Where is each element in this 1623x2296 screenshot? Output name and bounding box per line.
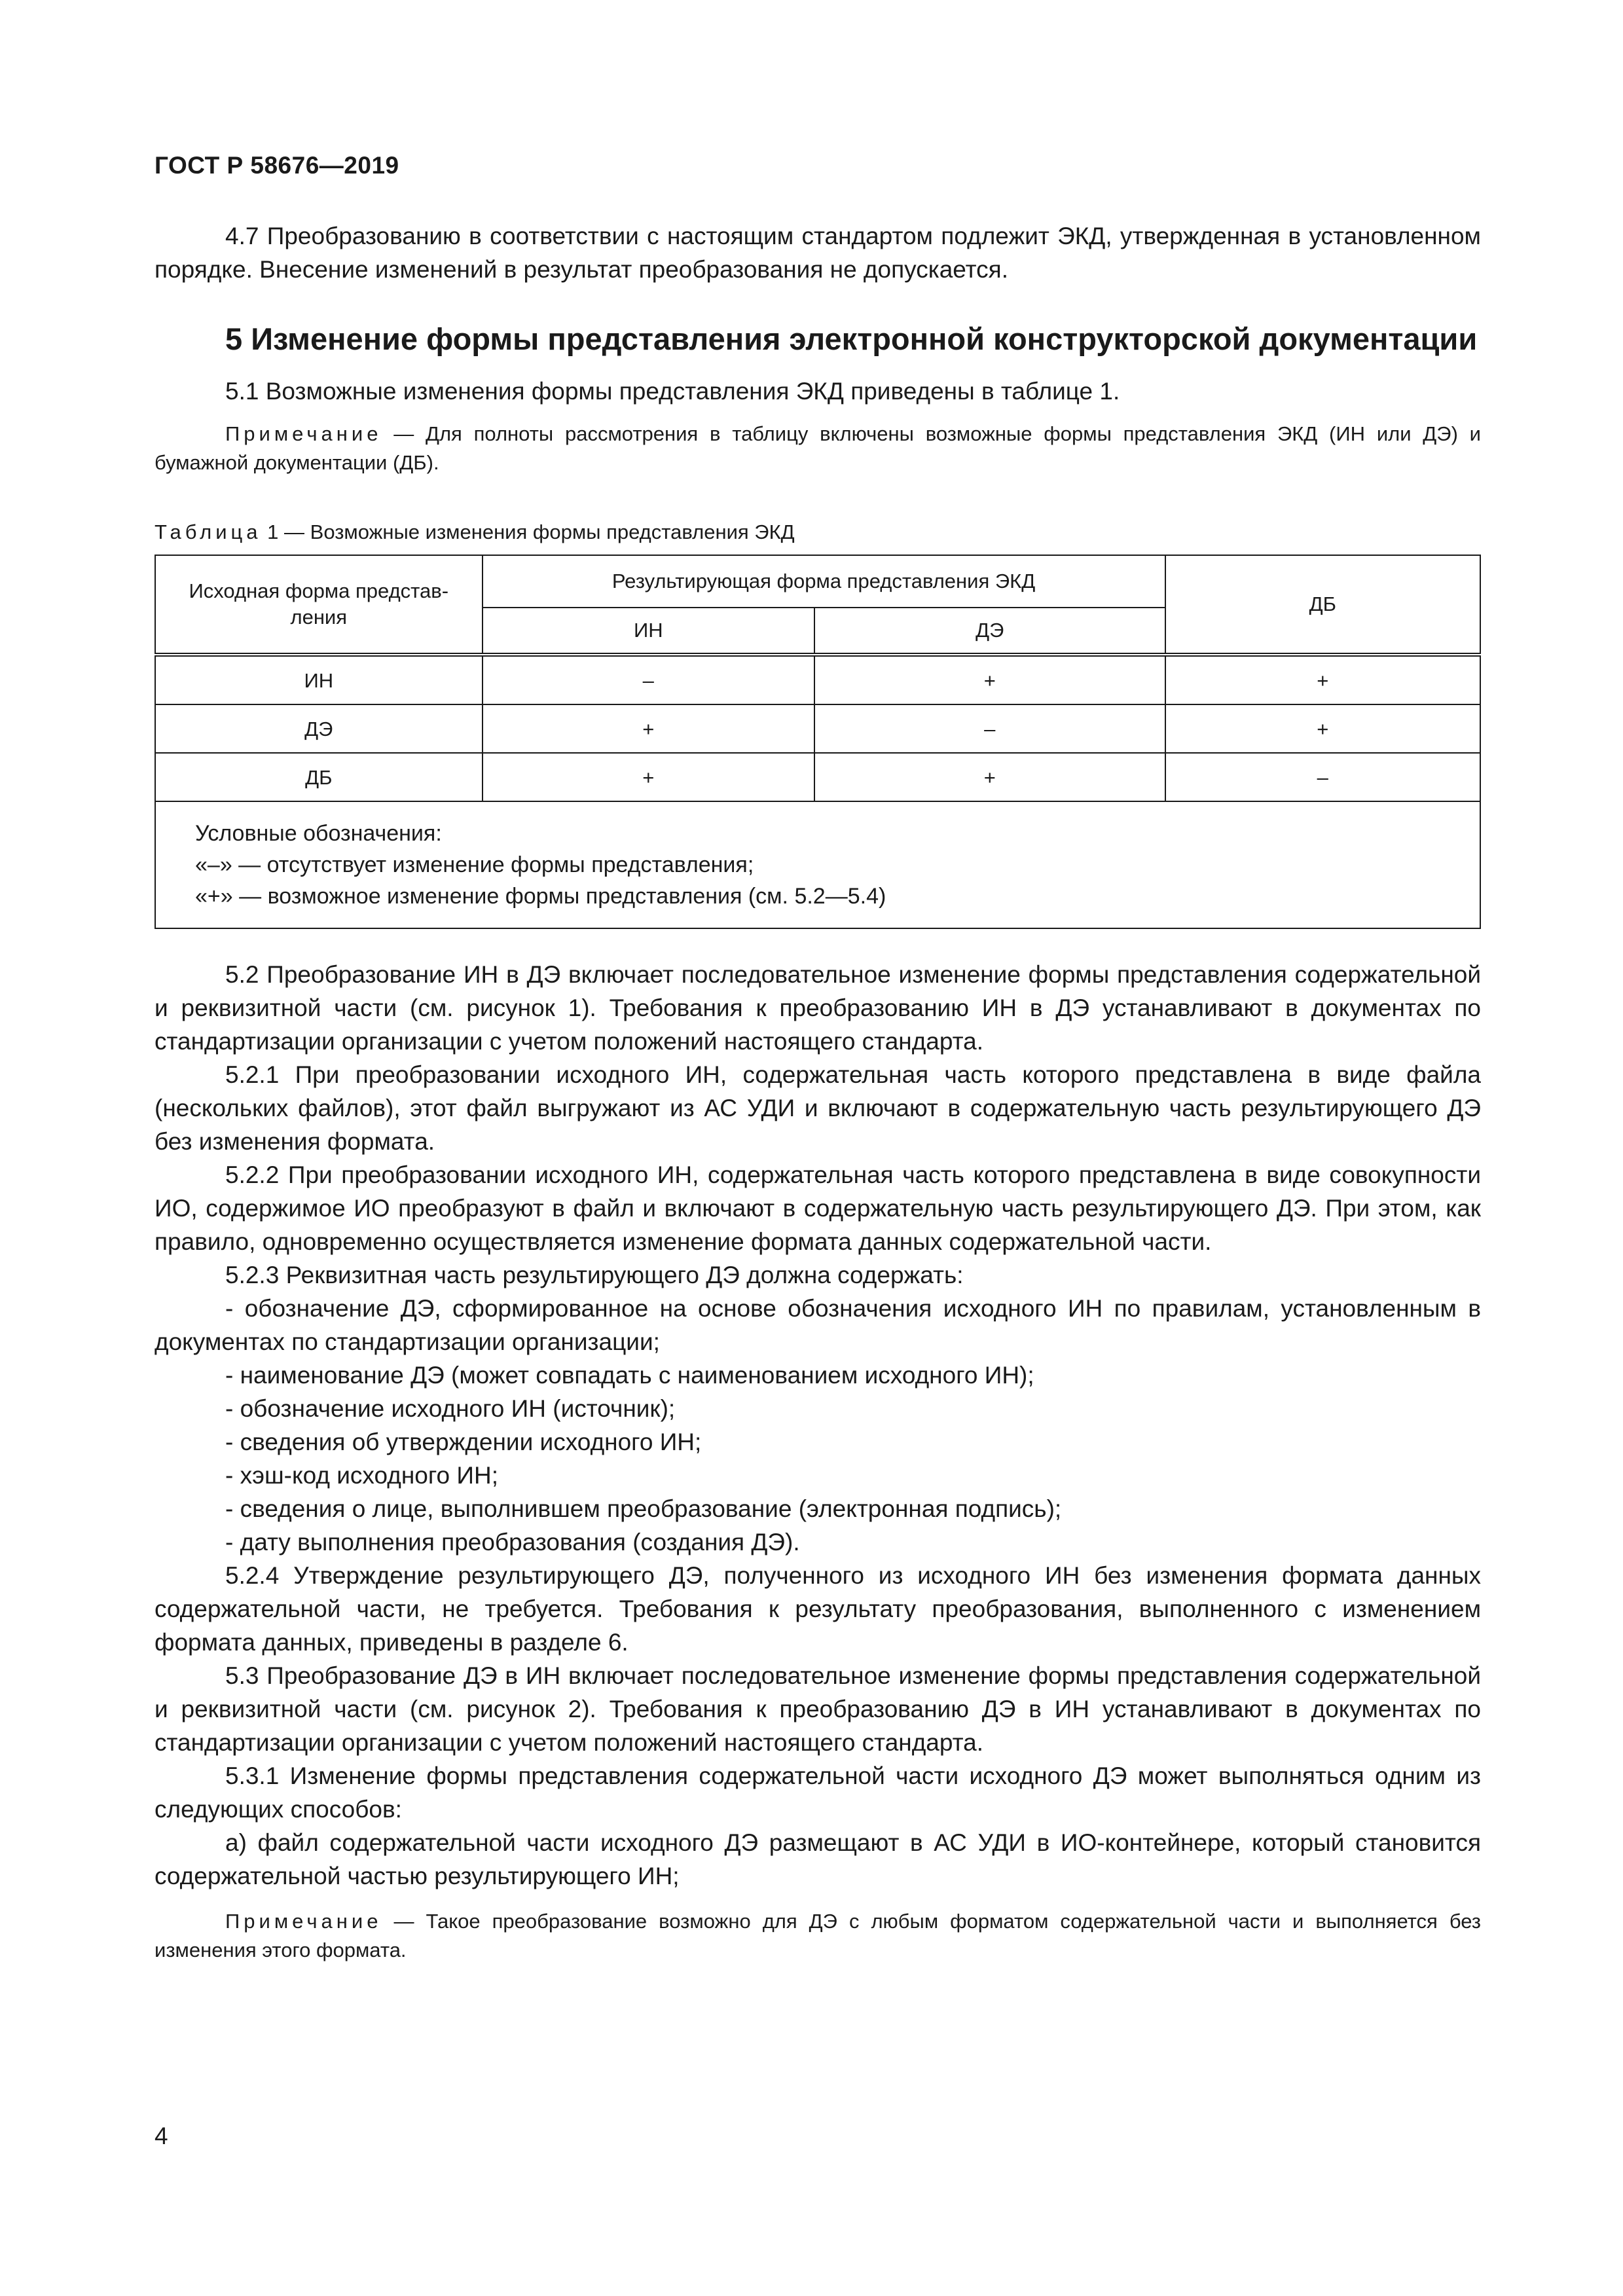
row-source: ИН: [155, 655, 483, 704]
paragraph-5-3-1-a: а) файл содержательной части исходного ДЭ размещают в АС УДИ в ИО-контейнере, который становится содержательной частью результирующего ИН;: [155, 1829, 1481, 1889]
note-2: [155, 1907, 1481, 1965]
paragraph-5-2-4: 5.2.4 Утверждение результирующего ДЭ, полученного из исходного ИН без изменения формата данных содержательной части, не требуется. Требования к результату преобразования, выполненного с изменением формата данных, приведены в разделе 6.: [155, 1562, 1481, 1656]
section-5-title: 5 Изменение формы представления электронной конструкторской документации: [225, 321, 1478, 356]
cell-db: +: [1165, 704, 1480, 753]
note-2-text: — Такое преобразование возможно для ДЭ с любым форматом содержательной части и выполняется без изменения этого формата.: [155, 1910, 1481, 1961]
table-1-caption-text: 1 — Возможные изменения формы представления ЭКД: [261, 520, 795, 543]
paragraph-5-1: 5.1 Возможные изменения формы представления ЭКД приведены в таблице 1.: [225, 378, 1120, 405]
note-1-label: Примечание: [225, 422, 382, 445]
header-source-form: Исходная форма представ-ления: [155, 555, 483, 655]
table-row: [155, 753, 1480, 801]
cell-in: +: [483, 704, 815, 753]
cell-db: –: [1165, 753, 1480, 801]
legend-plus: «+» — возможное изменение формы представления (см. 5.2—5.4): [195, 884, 886, 909]
list-item: - дату выполнения преобразования (создания ДЭ).: [225, 1529, 800, 1556]
table-legend: [155, 801, 1480, 928]
list-item: - обозначение ДЭ, сформированное на основе обозначения исходного ИН по правилам, установленным в документах по стандартизации организации;: [155, 1295, 1481, 1355]
page-content: [155, 219, 1481, 1965]
page-number: 4: [155, 2123, 168, 2149]
note-2-label: Примечание: [225, 1910, 382, 1933]
header-de: ДЭ: [814, 608, 1165, 655]
paragraph-5-2-3: 5.2.3 Реквизитная часть результирующего ДЭ должна содержать:: [225, 1262, 964, 1288]
cell-de: –: [814, 704, 1165, 753]
header-result-group: Результирующая форма представления ЭКД: [483, 555, 1165, 608]
row-source: ДЭ: [155, 704, 483, 753]
legend-minus: «–» — отсутствует изменение формы представления;: [195, 852, 754, 877]
cell-de: +: [814, 655, 1165, 704]
paragraph-5-2-1: 5.2.1 При преобразовании исходного ИН, содержательная часть которого представлена в виде файла (нескольких файлов), этот файл выгружают из АС УДИ и включают в содержательную часть результирующего ДЭ без изменения формата.: [155, 1061, 1481, 1155]
paragraph-5-3: 5.3 Преобразование ДЭ в ИН включает последовательное изменение формы представления содержательной и реквизитной части (см. рисунок 2). Требования к преобразованию ДЭ в ИН устанавливают в документах по стандартизации организации с учетом положений настоящего стандарта.: [155, 1662, 1481, 1756]
paragraph-5-2-2: 5.2.2 При преобразовании исходного ИН, содержательная часть которого представлена в виде совокупности ИО, содержимое ИО преобразуют в файл и включают в содержательную часть результирующего ДЭ. При этом, как правило, одновременно осуществляется изменение формата данных содержательной части.: [155, 1161, 1481, 1255]
cell-de: +: [814, 753, 1165, 801]
paragraph-4-7: 4.7 Преобразованию в соответствии с настоящим стандартом подлежит ЭКД, утвержденная в установленном порядке. Внесение изменений в результат преобразования не допускается.: [155, 223, 1481, 283]
table-1-caption: [155, 518, 1481, 547]
paragraph-5-2: 5.2 Преобразование ИН в ДЭ включает последовательное изменение формы представления содержательной и реквизитной части (см. рисунок 1). Требования к преобразованию ИН в ДЭ устанавливают в документах по стандартизации организации с учетом положений настоящего стандарта.: [155, 961, 1481, 1055]
document-header: ГОСТ Р 58676—2019: [155, 152, 399, 179]
table-row: [155, 704, 1480, 753]
header-in: ИН: [483, 608, 815, 655]
list-item: - сведения о лице, выполнившем преобразование (электронная подпись);: [225, 1495, 1062, 1522]
table-row: [155, 655, 1480, 704]
table-1: [155, 555, 1481, 929]
header-db: ДБ: [1165, 555, 1480, 655]
list-item: - наименование ДЭ (может совпадать с наименованием исходного ИН);: [225, 1362, 1034, 1389]
table-1-caption-label: Таблица: [155, 520, 262, 543]
cell-in: +: [483, 753, 815, 801]
list-item: - обозначение исходного ИН (источник);: [225, 1395, 676, 1422]
paragraph-5-3-1: 5.3.1 Изменение формы представления содержательной части исходного ДЭ может выполняться одним из следующих способов:: [155, 1762, 1481, 1823]
legend-title: Условные обозначения:: [195, 821, 442, 846]
list-item: - сведения об утверждении исходного ИН;: [225, 1429, 702, 1455]
cell-in: –: [483, 655, 815, 704]
cell-db: +: [1165, 655, 1480, 704]
note-1: [155, 420, 1481, 477]
row-source: ДБ: [155, 753, 483, 801]
list-item: - хэш-код исходного ИН;: [225, 1462, 498, 1489]
note-1-text: — Для полноты рассмотрения в таблицу включены возможные формы представления ЭКД (ИН или ДЭ) и бумажной документации (ДБ).: [155, 422, 1481, 474]
